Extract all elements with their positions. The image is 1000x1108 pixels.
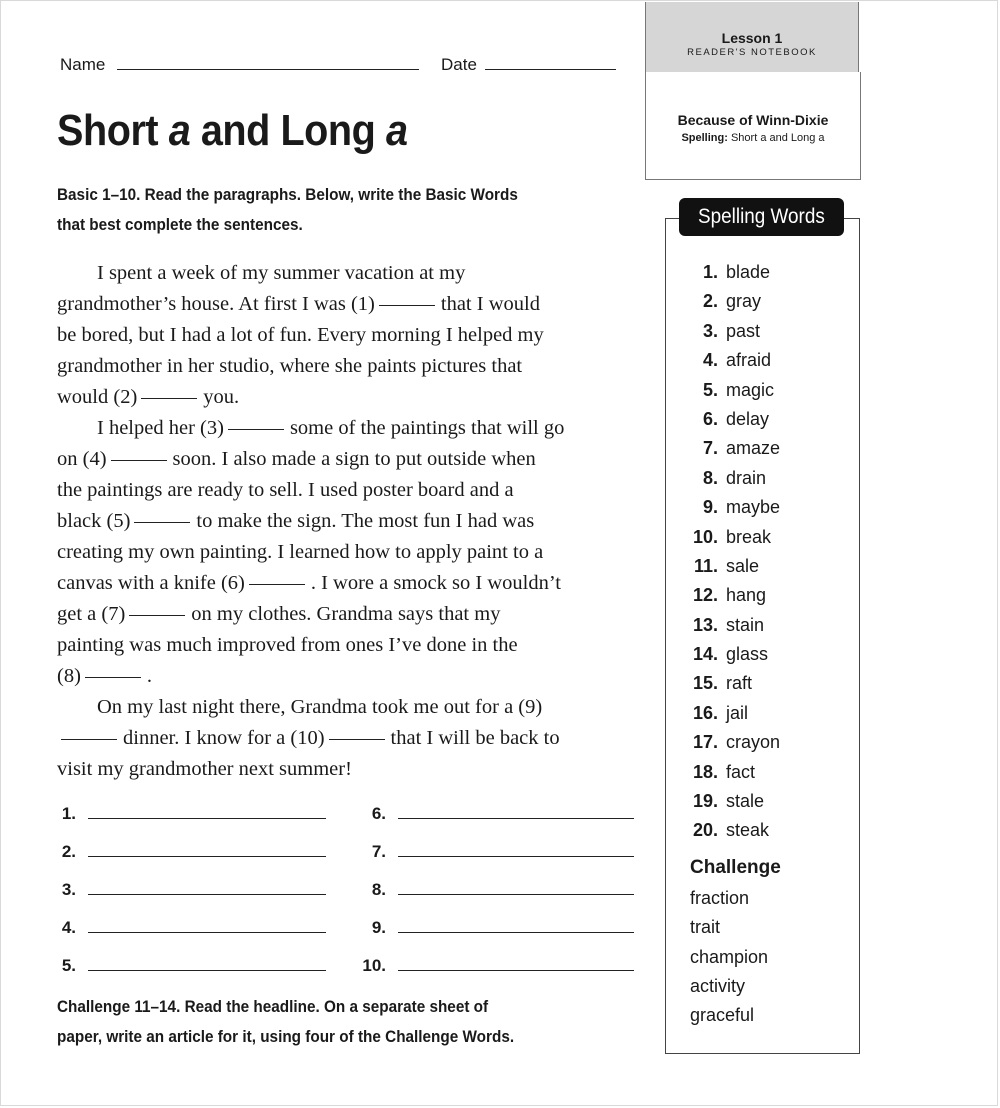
word-text: stale xyxy=(726,791,765,812)
story-line xyxy=(57,351,647,382)
answer-number: 1. xyxy=(61,804,76,823)
fill-in-blank[interactable] xyxy=(85,677,141,678)
word-number: 15. xyxy=(692,673,718,694)
spelling-word xyxy=(690,258,781,287)
page-title xyxy=(57,106,408,156)
story-text: painting was much improved from ones I’ve done in the xyxy=(57,634,518,656)
answer-line[interactable] xyxy=(88,818,326,819)
story-text: black (5) xyxy=(57,510,131,532)
story-paragraphs xyxy=(57,258,647,785)
story-text: dinner. I know for a (10) xyxy=(123,727,325,749)
answer-line[interactable] xyxy=(398,932,634,933)
story-text: some of the paintings that will go xyxy=(289,417,565,439)
story-line xyxy=(57,444,647,475)
word-number: 19. xyxy=(692,791,718,812)
word-number: 12. xyxy=(692,585,718,606)
spelling-word xyxy=(690,405,781,434)
answer-number: 4. xyxy=(61,918,76,937)
word-number: 14. xyxy=(692,644,718,665)
answer-row xyxy=(42,938,326,976)
answer-line[interactable] xyxy=(88,932,326,933)
lesson-tab xyxy=(645,2,859,72)
answer-row xyxy=(352,900,634,938)
word-number: 7. xyxy=(702,438,718,459)
story-text: visit my grandmother next summer! xyxy=(57,758,352,780)
spelling-word xyxy=(690,287,781,316)
instruction-line: that best complete the sentences. xyxy=(57,215,303,234)
spelling-word xyxy=(690,552,781,581)
instruction-line: Basic 1–10. Read the paragraphs. Below, write the Basic Words xyxy=(57,185,518,204)
story-text: (8) xyxy=(57,665,81,687)
answer-number: 2. xyxy=(61,842,76,861)
title-letter: a xyxy=(168,106,191,155)
word-text: sale xyxy=(726,555,760,576)
spelling-word xyxy=(690,317,781,346)
name-label: Name xyxy=(60,55,106,74)
story-line xyxy=(57,382,647,413)
word-text: delay xyxy=(726,408,770,429)
story-line xyxy=(57,289,647,320)
answer-row xyxy=(42,900,326,938)
spelling-word xyxy=(690,376,781,405)
story-text: the paintings are ready to sell. I used poster board and a xyxy=(57,479,514,501)
story-text: that I will be back to xyxy=(390,727,560,749)
story-line xyxy=(57,568,647,599)
answer-line[interactable] xyxy=(398,818,634,819)
answer-number: 5. xyxy=(61,956,76,975)
spelling-word xyxy=(690,493,781,522)
spelling-word xyxy=(690,523,781,552)
spelling-word xyxy=(690,816,781,845)
lesson-number: Lesson 1 xyxy=(721,30,783,46)
answer-line[interactable] xyxy=(88,970,326,971)
answer-row xyxy=(352,938,634,976)
answer-row xyxy=(42,862,326,900)
word-number: 17. xyxy=(692,732,718,753)
answer-number: 9. xyxy=(371,918,386,937)
word-text: amaze xyxy=(726,438,781,459)
story-line xyxy=(57,599,647,630)
story-text: grandmother in her studio, where she paints pictures that xyxy=(57,355,523,377)
skill-line xyxy=(646,132,860,144)
word-number: 9. xyxy=(702,497,718,518)
story-text: . xyxy=(146,665,153,687)
word-number: 20. xyxy=(692,820,718,841)
story-text: soon. I also made a sign to put outside when xyxy=(172,448,536,470)
story-line xyxy=(57,754,647,785)
answer-row xyxy=(352,862,634,900)
title-part: and Long xyxy=(190,106,386,155)
answer-row xyxy=(42,786,326,824)
word-text: crayon xyxy=(726,732,781,753)
fill-in-blank[interactable] xyxy=(329,739,385,740)
word-text: steak xyxy=(726,820,770,841)
spelling-word xyxy=(690,464,781,493)
story-text: I spent a week of my summer vacation at my xyxy=(97,262,466,284)
word-text: glass xyxy=(726,644,769,665)
story-text: grandmother’s house. At first I was (1) xyxy=(57,293,375,315)
story-text: would (2) xyxy=(57,386,138,408)
challenge-word: graceful xyxy=(690,1005,755,1026)
word-text: blade xyxy=(726,262,771,282)
word-number: 1. xyxy=(702,262,718,282)
name-field[interactable] xyxy=(117,69,419,70)
answer-line[interactable] xyxy=(398,856,634,857)
fill-in-blank[interactable] xyxy=(249,584,305,585)
word-number: 13. xyxy=(692,614,718,635)
notebook-label: READER'S NOTEBOOK xyxy=(687,47,817,58)
word-text: past xyxy=(726,320,761,341)
challenge-heading: Challenge xyxy=(690,856,781,878)
challenge-instructions xyxy=(57,992,514,1052)
word-text: hang xyxy=(726,585,767,606)
answer-line[interactable] xyxy=(88,894,326,895)
answer-row xyxy=(42,824,326,862)
answer-column-right xyxy=(352,786,634,976)
story-text: canvas with a knife (6) xyxy=(57,572,245,594)
spelling-word xyxy=(690,346,781,375)
story-text: On my last night there, Grandma took me out for a (9) xyxy=(97,696,543,718)
challenge-word: activity xyxy=(690,975,746,996)
word-text: maybe xyxy=(726,497,781,518)
skill-text: Short a and Long a xyxy=(730,132,825,144)
fill-in-blank[interactable] xyxy=(228,429,284,430)
answer-number: 6. xyxy=(371,804,386,823)
story-info-box xyxy=(645,72,861,180)
story-text: on (4) xyxy=(57,448,107,470)
story-line xyxy=(57,661,647,692)
spelling-word xyxy=(690,787,781,816)
story-text: you. xyxy=(203,386,240,408)
answer-row xyxy=(352,786,634,824)
story-text: on my clothes. Grandma says that my xyxy=(191,603,501,625)
story-line xyxy=(57,506,647,537)
story-line xyxy=(57,413,647,444)
story-line xyxy=(57,630,647,661)
word-number: 2. xyxy=(702,291,718,312)
challenge-word: fraction xyxy=(690,887,750,908)
word-number: 18. xyxy=(692,761,718,782)
spelling-word xyxy=(690,640,781,669)
spelling-words-tag xyxy=(679,198,844,236)
word-number: 10. xyxy=(692,526,718,547)
word-text: stain xyxy=(726,614,765,635)
word-text: fact xyxy=(726,761,756,782)
challenge-word: champion xyxy=(690,946,769,967)
answer-line[interactable] xyxy=(398,894,634,895)
story-title: Because of Winn-Dixie xyxy=(677,112,829,128)
fill-in-blank[interactable] xyxy=(141,398,197,399)
date-field[interactable] xyxy=(485,69,616,70)
word-number: 6. xyxy=(702,408,718,429)
date-label: Date xyxy=(441,55,477,74)
skill-label: Spelling: xyxy=(681,132,728,144)
fill-in-blank[interactable] xyxy=(111,460,167,461)
story-line xyxy=(57,723,647,754)
story-line xyxy=(57,475,647,506)
fill-in-blank[interactable] xyxy=(61,739,117,740)
story-line xyxy=(57,258,647,289)
story-line xyxy=(57,320,647,351)
story-text: creating my own painting. I learned how to apply paint to a xyxy=(57,541,544,563)
spelling-word xyxy=(690,758,781,787)
word-text: jail xyxy=(726,702,749,723)
story-text: get a (7) xyxy=(57,603,126,625)
spelling-word xyxy=(690,611,781,640)
word-text: magic xyxy=(726,379,775,400)
word-text: afraid xyxy=(726,350,772,371)
answer-line[interactable] xyxy=(88,856,326,857)
instruction-line: paper, write an article for it, using four of the Challenge Words. xyxy=(57,1027,515,1046)
story-text: . I wore a smock so I wouldn’t xyxy=(310,572,561,594)
story-line xyxy=(57,692,647,723)
word-number: 8. xyxy=(702,467,718,488)
spelling-word xyxy=(690,581,781,610)
word-text: drain xyxy=(726,467,767,488)
story-text: that I would xyxy=(440,293,540,315)
story-text: I helped her (3) xyxy=(97,417,224,439)
spelling-word-list xyxy=(690,258,781,1031)
basic-instructions xyxy=(57,180,518,240)
challenge-word: trait xyxy=(690,917,721,938)
word-text: break xyxy=(726,526,772,547)
answer-column-left xyxy=(42,786,326,976)
story-text: be bored, but I had a lot of fun. Every morning I helped my xyxy=(57,324,544,346)
spelling-word xyxy=(690,434,781,463)
fill-in-blank[interactable] xyxy=(379,305,435,306)
fill-in-blank[interactable] xyxy=(129,615,185,616)
word-number: 5. xyxy=(702,379,718,400)
instruction-line: Challenge 11–14. Read the headline. On a separate sheet of xyxy=(57,997,489,1016)
word-number: 16. xyxy=(692,702,718,723)
word-text: raft xyxy=(726,673,753,694)
answer-line[interactable] xyxy=(398,970,634,971)
title-part: Short xyxy=(57,106,169,155)
answer-number: 7. xyxy=(371,842,386,861)
title-letter: a xyxy=(385,106,408,155)
answer-row xyxy=(352,824,634,862)
answer-number: 10. xyxy=(362,956,386,975)
story-line xyxy=(57,537,647,568)
answer-number: 8. xyxy=(371,880,386,899)
word-text: gray xyxy=(726,291,762,312)
spelling-word xyxy=(690,699,781,728)
word-number: 3. xyxy=(702,320,718,341)
word-number: 11. xyxy=(693,555,718,576)
word-number: 4. xyxy=(702,350,718,371)
story-text: to make the sign. The most fun I had was xyxy=(196,510,535,532)
answer-number: 3. xyxy=(61,880,76,899)
spelling-tag-label: Spelling Words xyxy=(698,205,825,228)
spelling-word xyxy=(690,669,781,698)
fill-in-blank[interactable] xyxy=(134,522,190,523)
spelling-word xyxy=(690,728,781,757)
